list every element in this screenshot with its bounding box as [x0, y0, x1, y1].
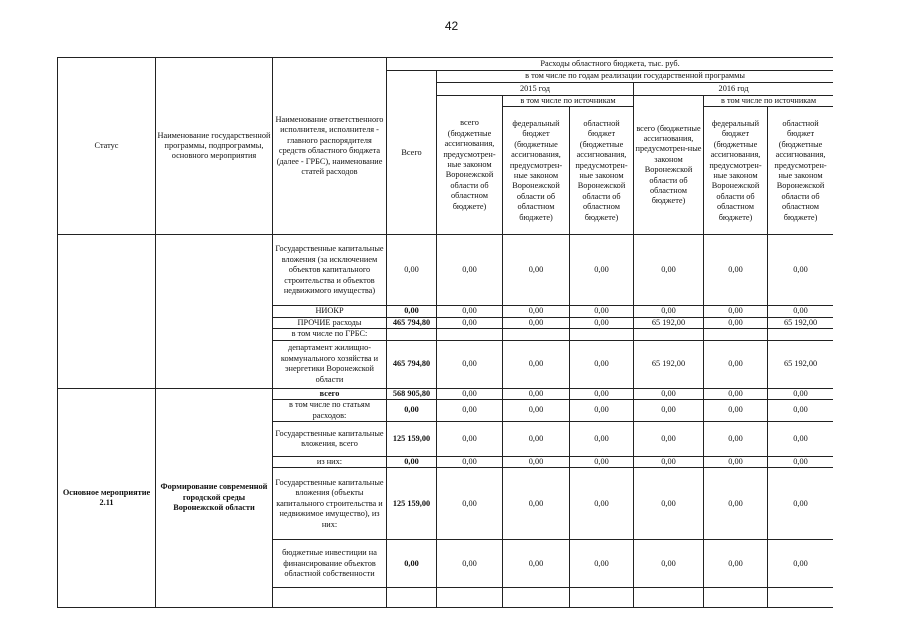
row-2015-federal: 0,00 — [503, 340, 570, 388]
row-total: 0,00 — [387, 540, 437, 588]
row-2015-total — [437, 588, 503, 608]
row-2015-total: 0,00 — [437, 457, 503, 468]
row-2015-regional: 0,00 — [570, 235, 634, 306]
row-2015-total: 0,00 — [437, 340, 503, 388]
measure-name: Формирование современной городской среды Воронежской области — [156, 388, 273, 608]
header-2016-federal: федеральный бюджет (бюджетные ассигнования, предусмотрен-ные законом Воронежской области об областном бюджете) — [704, 107, 768, 235]
row-2016-regional: 0,00 — [768, 540, 834, 588]
row-2015-federal: 0,00 — [503, 388, 570, 399]
row-2016-federal: 0,00 — [704, 457, 768, 468]
header-total: Всего — [387, 71, 437, 235]
row-2015-federal — [503, 588, 570, 608]
row-2016-total: 0,00 — [634, 457, 704, 468]
row-2016-total: 0,00 — [634, 422, 704, 457]
row-2015-regional: 0,00 — [570, 306, 634, 317]
row-2016-total: 0,00 — [634, 388, 704, 399]
row-2015-regional: 0,00 — [570, 468, 634, 540]
row-2016-regional: 0,00 — [768, 235, 834, 306]
row-2016-federal: 0,00 — [704, 468, 768, 540]
row-2016-federal: 0,00 — [704, 400, 768, 422]
row-label: департамент жилищно-коммунального хозяйства и энергетики Воронежской области — [273, 340, 387, 388]
row-label: Государственные капитальные вложения (объекты капитального строительства и недвижимое имущество), из них: — [273, 468, 387, 540]
row-2015-total: 0,00 — [437, 422, 503, 457]
header-year-2015: 2015 год — [437, 83, 634, 96]
status-cell-empty — [58, 235, 156, 388]
row-label: Государственные капитальные вложения (за исключением объектов капитального строительства и объектов недвижимого имущества) — [273, 235, 387, 306]
row-2015-regional: 0,00 — [570, 388, 634, 399]
header-2016-by-sources: в том числе по источникам — [704, 96, 834, 107]
row-2015-total: 0,00 — [437, 306, 503, 317]
row-2015-regional: 0,00 — [570, 457, 634, 468]
row-2015-total — [437, 329, 503, 340]
page-number: 42 — [444, 19, 459, 33]
row-label: из них: — [273, 457, 387, 468]
row-2016-total: 0,00 — [634, 540, 704, 588]
row-2015-total: 0,00 — [437, 317, 503, 328]
row-total: 465 794,80 — [387, 340, 437, 388]
row-2015-federal: 0,00 — [503, 457, 570, 468]
row-2016-total — [634, 588, 704, 608]
row-2016-regional: 0,00 — [768, 422, 834, 457]
row-total: 465 794,80 — [387, 317, 437, 328]
row-total — [387, 329, 437, 340]
row-2016-total: 65 192,00 — [634, 317, 704, 328]
row-total: 0,00 — [387, 306, 437, 317]
row-2016-regional — [768, 329, 834, 340]
row-label: ПРОЧИЕ расходы — [273, 317, 387, 328]
row-label: всего — [273, 388, 387, 399]
row-total: 0,00 — [387, 235, 437, 306]
row-label: Государственные капитальные вложения, всего — [273, 422, 387, 457]
row-2016-total: 0,00 — [634, 468, 704, 540]
table-row — [58, 235, 834, 306]
header-by-years: в том числе по годам реализации государственной программы — [437, 71, 834, 83]
measure-status: Основное мероприятие 2.11 — [58, 388, 156, 608]
header-2015-federal: федеральный бюджет (бюджетные ассигнования, предусмотрен-ные законом Воронежской области об областном бюджете) — [503, 107, 570, 235]
row-2015-total: 0,00 — [437, 400, 503, 422]
row-2016-federal: 0,00 — [704, 388, 768, 399]
header-2015-regional: областной бюджет (бюджетные ассигнования, предусмотрен-ные законом Воронежской области об областном бюджете) — [570, 107, 634, 235]
row-total: 125 159,00 — [387, 422, 437, 457]
row-2016-federal — [704, 588, 768, 608]
budget-table — [57, 57, 833, 608]
row-2016-regional: 0,00 — [768, 457, 834, 468]
row-label: НИОКР — [273, 306, 387, 317]
row-2015-total: 0,00 — [437, 235, 503, 306]
row-2016-regional: 0,00 — [768, 400, 834, 422]
header-expenses-title: Расходы областного бюджета, тыс. руб. — [387, 58, 834, 71]
row-2015-regional — [570, 588, 634, 608]
row-2016-federal: 0,00 — [704, 306, 768, 317]
row-2015-federal: 0,00 — [503, 317, 570, 328]
row-2015-federal: 0,00 — [503, 468, 570, 540]
header-2015-by-sources: в том числе по источникам — [503, 96, 634, 107]
row-2015-regional: 0,00 — [570, 422, 634, 457]
row-2016-total — [634, 329, 704, 340]
row-2016-federal — [704, 329, 768, 340]
row-2016-regional: 0,00 — [768, 306, 834, 317]
row-2015-regional: 0,00 — [570, 340, 634, 388]
row-2016-regional: 0,00 — [768, 468, 834, 540]
row-2016-total: 0,00 — [634, 306, 704, 317]
row-total: 0,00 — [387, 400, 437, 422]
row-2016-regional: 65 192,00 — [768, 317, 834, 328]
row-2016-federal: 0,00 — [704, 422, 768, 457]
row-2015-federal: 0,00 — [503, 422, 570, 457]
row-2016-total: 0,00 — [634, 400, 704, 422]
header-year-2016: 2016 год — [634, 83, 834, 96]
row-total: 125 159,00 — [387, 468, 437, 540]
header-2015-total: всего (бюджетные ассигнования, предусмотрен-ные законом Воронежской области об областном бюджете) — [437, 96, 503, 235]
header-status: Статус — [58, 58, 156, 235]
row-2016-regional: 0,00 — [768, 388, 834, 399]
row-2015-federal: 0,00 — [503, 235, 570, 306]
row-2015-federal: 0,00 — [503, 400, 570, 422]
header-2016-regional: областной бюджет (бюджетные ассигнования, предусмотрен-ные законом Воронежской области об областном бюджете) — [768, 107, 834, 235]
row-2016-total: 0,00 — [634, 235, 704, 306]
row-2015-regional: 0,00 — [570, 540, 634, 588]
budget-table-container — [57, 57, 833, 640]
row-2015-federal: 0,00 — [503, 540, 570, 588]
row-label: в том числе по статьям расходов: — [273, 400, 387, 422]
row-2015-regional: 0,00 — [570, 400, 634, 422]
header-executor: Наименование ответственного исполнителя, исполнителя - главного распорядителя средств областного бюджета (далее - ГРБС), наименование статей расходов — [273, 58, 387, 235]
row-2016-federal: 0,00 — [704, 340, 768, 388]
row-2016-total: 65 192,00 — [634, 340, 704, 388]
row-2015-total: 0,00 — [437, 468, 503, 540]
row-label: в том числе по ГРБС: — [273, 329, 387, 340]
row-2015-federal: 0,00 — [503, 306, 570, 317]
header-2016-total: всего (бюджетные ассигнования, предусмотрен-ные законом Воронежской области об областном бюджете) — [634, 96, 704, 235]
table-row — [58, 388, 834, 399]
row-total: 0,00 — [387, 457, 437, 468]
row-label — [273, 588, 387, 608]
row-2015-regional: 0,00 — [570, 317, 634, 328]
row-2016-regional: 65 192,00 — [768, 340, 834, 388]
row-total — [387, 588, 437, 608]
row-2015-regional — [570, 329, 634, 340]
row-2015-federal — [503, 329, 570, 340]
row-2015-total: 0,00 — [437, 388, 503, 399]
row-total: 568 905,80 — [387, 388, 437, 399]
row-label: бюджетные инвестиции на финансирование объектов областной собственности — [273, 540, 387, 588]
row-2016-federal: 0,00 — [704, 540, 768, 588]
row-2016-federal: 0,00 — [704, 235, 768, 306]
program-cell-empty — [156, 235, 273, 388]
header-program-name: Наименование государственной программы, подпрограммы, основного мероприятия — [156, 58, 273, 235]
row-2016-federal: 0,00 — [704, 317, 768, 328]
row-2016-regional — [768, 588, 834, 608]
row-2015-total: 0,00 — [437, 540, 503, 588]
